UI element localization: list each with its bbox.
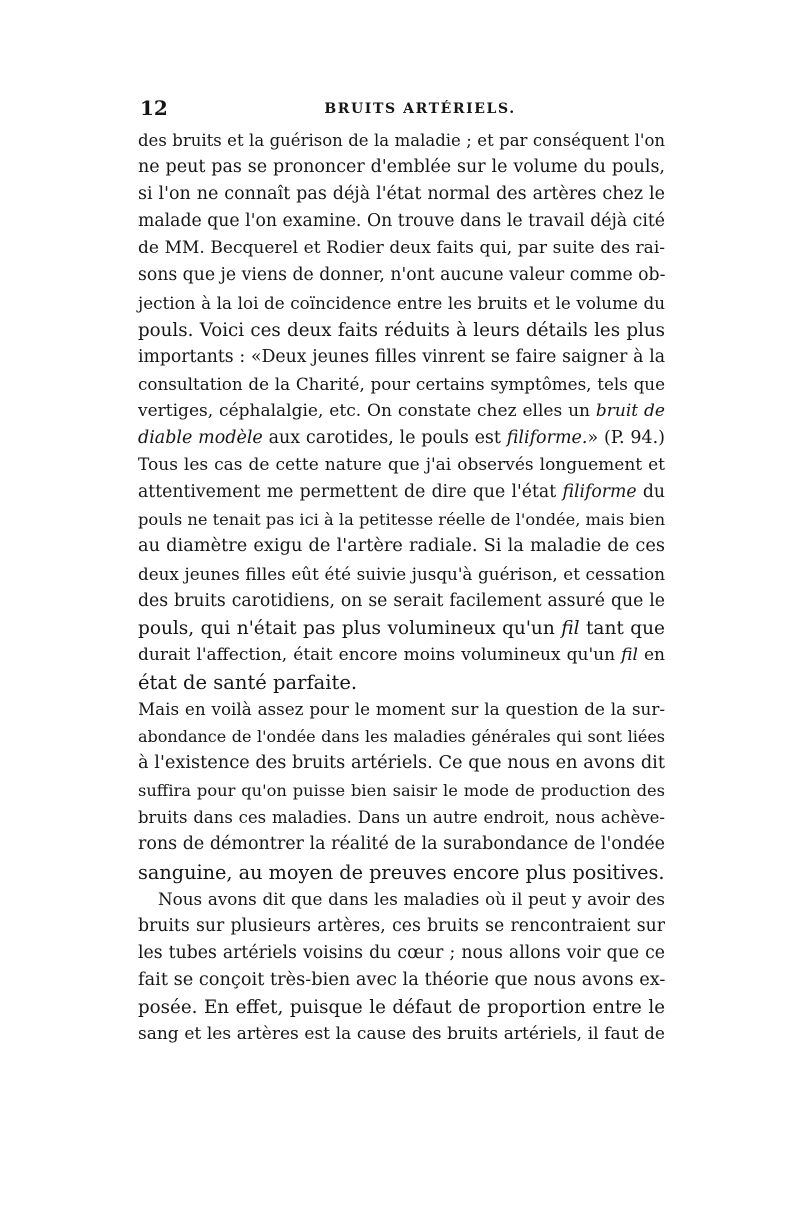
- text-line: posée. En effet, puisque le défaut de proportion entre le: [138, 997, 665, 1018]
- text-line: état de santé parfaite.: [138, 670, 358, 694]
- text-line: ne peut pas se prononcer d'emblée sur le volume du pouls,: [138, 157, 665, 178]
- text-segment: en: [643, 644, 665, 665]
- text-line: rons de démontrer la réalité de la surabondance de l'ondée: [138, 834, 666, 855]
- text-line: sanguine, au moyen de preuves encore plus positives.: [138, 860, 665, 884]
- text-line: abondance de l'ondée dans les maladies générales qui sont liées: [138, 727, 665, 747]
- page-number: 12: [140, 96, 168, 120]
- text-line: les tubes artériels voisins du cœur ; nous allons voir que ce: [138, 942, 665, 963]
- text-segment: » (P. 94.): [587, 428, 665, 449]
- text-line: pouls. Voici ces deux faits réduits à leurs détails les plus: [138, 319, 665, 341]
- text-line: malade que l'on examine. On trouve dans le travail déjà cité: [138, 211, 665, 232]
- text-line: bruits dans ces maladies. Dans un autre endroit, nous achève-: [138, 808, 665, 828]
- text-line: des bruits et la guérison de la maladie ; et par conséquent l'on: [138, 131, 665, 150]
- running-head-title: BRUITS ARTÉRIELS.: [324, 101, 516, 117]
- text-line: fait se conçoit très-bien avec la théorie que nous avons ex-: [138, 969, 666, 990]
- text-line: si l'on ne connaît pas déjà l'état normal des artères chez le: [138, 184, 665, 205]
- italic-phrase: filiforme.: [506, 428, 588, 449]
- text-line: des bruits carotidiens, on se serait facilement assuré que le: [138, 590, 665, 611]
- running-head: [140, 90, 664, 130]
- text-line: suffira pour qu'on puisse bien saisir le mode de production des: [138, 781, 665, 801]
- text-line: [138, 425, 665, 452]
- text-line: [138, 642, 665, 669]
- text-line: consultation de la Charité, pour certains symptômes, tels que: [138, 373, 665, 394]
- text-line: deux jeunes filles eût été suivie jusqu'à guérison, et cessation: [138, 563, 665, 584]
- text-line: [138, 615, 665, 642]
- text-line: de MM. Becquerel et Rodier deux faits qui, par suite des rai-: [138, 238, 665, 259]
- italic-phrase: bruit de: [595, 400, 665, 421]
- text-line: Mais en voilà assez pour le moment sur la question de la sur-: [138, 698, 665, 719]
- text-line: [138, 479, 665, 506]
- text-segment: attentivement me permettent de dire que l'état: [138, 482, 557, 503]
- text-segment: durait l'affection, était encore moins volumineux qu'un: [138, 644, 616, 665]
- text-line: importants : «Deux jeunes filles vinrent se faire saigner à la: [138, 346, 665, 367]
- body-text: [138, 127, 665, 1048]
- text-segment: tant que: [586, 617, 665, 639]
- text-line: Tous les cas de cette nature que j'ai observés longuement et: [138, 455, 665, 476]
- italic-phrase: filiforme: [562, 482, 637, 503]
- text-line: jection à la loi de coïncidence entre les bruits et le volume du: [138, 292, 665, 313]
- text-segment: aux carotides, le pouls est: [268, 428, 501, 449]
- text-line: bruits sur plusieurs artères, ces bruits se rencontraient sur: [138, 915, 665, 936]
- italic-phrase: fil: [561, 617, 580, 639]
- text-line: [138, 398, 665, 425]
- text-segment: du: [642, 482, 665, 503]
- text-line: sons que je viens de donner, n'ont aucune valeur comme ob-: [138, 265, 666, 286]
- text-line: sang et les artères est la cause des bruits artériels, il faut de: [138, 1024, 665, 1045]
- text-segment: vertiges, céphalalgie, etc. On constate chez elles un: [138, 400, 590, 421]
- italic-phrase: diable modèle: [138, 428, 263, 449]
- text-line: à l'existence des bruits artériels. Ce que nous en avons dit: [138, 753, 665, 774]
- italic-phrase: fil: [621, 644, 638, 665]
- text-line: au diamètre exigu de l'artère radiale. Si la maladie de ces: [138, 536, 665, 557]
- text-line: Nous avons dit que dans les maladies où il peut y avoir des: [158, 888, 665, 909]
- text-segment: pouls, qui n'était pas plus volumineux qu'un: [138, 617, 555, 639]
- text-line: pouls ne tenait pas ici à la petitesse réelle de l'ondée, mais bien: [138, 510, 666, 530]
